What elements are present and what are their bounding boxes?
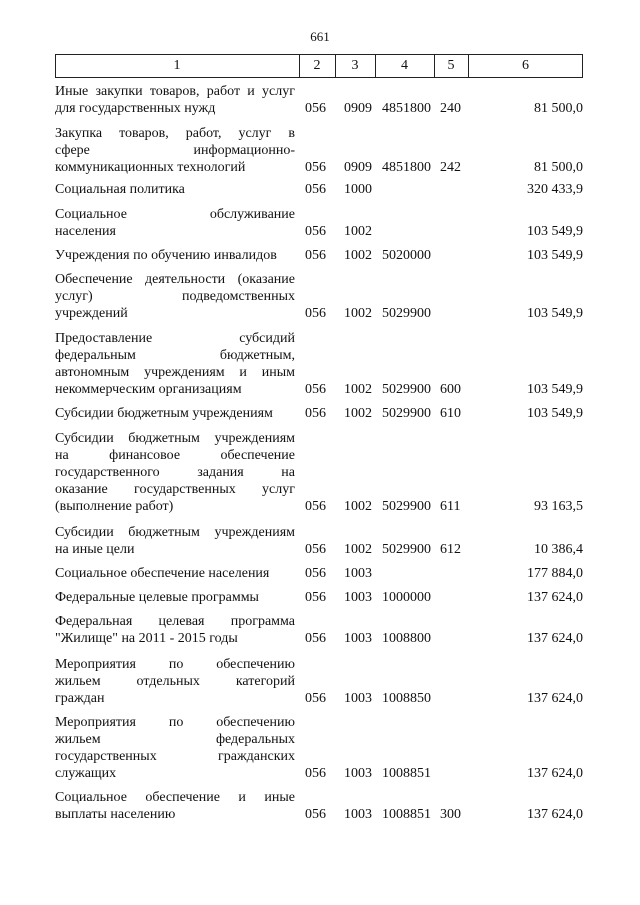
header-col-6: 6 [522, 58, 529, 73]
target-article: 1008851 [382, 766, 431, 781]
description-line: Обеспечение деятельности (оказание [55, 272, 295, 287]
section-code: 1002 [344, 248, 372, 263]
table-row [55, 430, 583, 515]
description-line: Социальное обеспечение и иные [55, 790, 295, 805]
section-code: 1003 [344, 691, 372, 706]
header-col-5: 5 [447, 58, 455, 73]
header-col-2: 2 [313, 58, 321, 73]
table-row [55, 565, 583, 582]
description-line: государственных гражданских [55, 749, 295, 764]
header-col-4: 4 [401, 58, 408, 73]
description-line: населения [55, 224, 116, 239]
row-description [55, 589, 295, 606]
amount: 93 163,5 [534, 499, 583, 514]
section-code: 1003 [344, 631, 372, 646]
description-line: "Жилище" на 2011 - 2015 годы [55, 631, 238, 646]
table-row [55, 789, 583, 823]
table-row [55, 271, 583, 322]
description-line: выплаты населению [55, 807, 176, 822]
target-article: 5029900 [382, 542, 431, 557]
row-description [55, 613, 295, 647]
ministry-code: 056 [305, 224, 326, 239]
ministry-code: 056 [305, 382, 326, 397]
target-article: 5029900 [382, 306, 431, 321]
target-article: 4851800 [382, 101, 431, 116]
row-description [55, 330, 295, 398]
description-line: Субсидии бюджетным учреждениям [55, 406, 273, 421]
page-number: 661 [310, 29, 330, 44]
row-description [55, 83, 295, 117]
target-article: 1008800 [382, 631, 431, 646]
table-row [55, 181, 583, 198]
section-code: 1003 [344, 590, 372, 605]
target-article: 1008850 [382, 691, 431, 706]
amount: 10 386,4 [534, 542, 583, 557]
description-line: Федеральная целевая программа [55, 614, 295, 629]
section-code: 1002 [344, 542, 372, 557]
description-line: учреждений [55, 306, 128, 321]
amount: 81 500,0 [534, 101, 583, 116]
amount: 103 549,9 [527, 382, 583, 397]
ministry-code: 056 [305, 248, 326, 263]
section-code: 0909 [344, 101, 372, 116]
table-row [55, 405, 583, 422]
expense-type: 600 [440, 382, 461, 397]
section-code: 1000 [344, 182, 372, 197]
header-col-3: 3 [351, 58, 359, 73]
expense-type: 242 [440, 160, 461, 175]
expense-type: 240 [440, 101, 461, 116]
table-row [55, 330, 583, 398]
table-row [55, 589, 583, 606]
amount: 103 549,9 [527, 306, 583, 321]
description-line: Мероприятия по обеспечению [55, 657, 295, 672]
ministry-code: 056 [305, 766, 326, 781]
table-row [55, 613, 583, 647]
section-code: 1002 [344, 382, 372, 397]
description-line: Иные закупки товаров, работ и услуг [55, 84, 295, 99]
table-row [55, 656, 583, 707]
section-code: 0909 [344, 160, 372, 175]
description-line: (выполнение работ) [55, 499, 174, 514]
target-article: 4851800 [382, 160, 431, 175]
row-description [55, 714, 295, 782]
description-line: автономным учреждениям и иным [55, 365, 295, 380]
description-line: служащих [55, 766, 117, 781]
ministry-code: 056 [305, 499, 326, 514]
description-line: Социальное обслуживание [55, 207, 295, 222]
target-article: 1000000 [382, 590, 431, 605]
row-description [55, 181, 295, 198]
ministry-code: 056 [305, 542, 326, 557]
row-description [55, 206, 295, 240]
row-description [55, 125, 295, 176]
ministry-code: 056 [305, 160, 326, 175]
row-description [55, 271, 295, 322]
ministry-code: 056 [305, 101, 326, 116]
description-line: услуг) подведомственных [55, 289, 295, 304]
description-line: Мероприятия по обеспечению [55, 715, 295, 730]
description-line: Субсидии бюджетным учреждениям [55, 525, 295, 540]
row-description [55, 430, 295, 515]
row-description [55, 405, 295, 422]
amount: 81 500,0 [534, 160, 583, 175]
table-row [55, 524, 583, 558]
description-line: на финансовое обеспечение [55, 448, 295, 463]
description-line: жильем отдельных категорий [55, 674, 295, 689]
ministry-code: 056 [305, 406, 326, 421]
target-article: 5029900 [382, 382, 431, 397]
amount: 137 624,0 [527, 631, 583, 646]
ministry-code: 056 [305, 807, 326, 822]
target-article: 5020000 [382, 248, 431, 263]
ministry-code: 056 [305, 566, 326, 581]
section-code: 1002 [344, 499, 372, 514]
amount: 137 624,0 [527, 590, 583, 605]
row-description [55, 789, 295, 823]
amount: 103 549,9 [527, 406, 583, 421]
target-article: 1008851 [382, 807, 431, 822]
description-line: жильем федеральных [55, 732, 295, 747]
description-line: граждан [55, 691, 105, 706]
amount: 103 549,9 [527, 224, 583, 239]
table-header [55, 54, 583, 78]
amount: 103 549,9 [527, 248, 583, 263]
expense-type: 611 [440, 499, 461, 514]
amount: 320 433,9 [527, 182, 583, 197]
description-line: сфере информационно- [55, 143, 295, 158]
description-line: коммуникационных технологий [55, 160, 246, 175]
table-row [55, 206, 583, 240]
description-line: Федеральные целевые программы [55, 590, 259, 605]
description-line: федеральным бюджетным, [55, 348, 295, 363]
expense-type: 610 [440, 406, 461, 421]
description-line: Социальное обеспечение населения [55, 566, 270, 581]
ministry-code: 056 [305, 590, 326, 605]
header-col-1: 1 [173, 58, 181, 73]
target-article: 5029900 [382, 499, 431, 514]
amount: 177 884,0 [527, 566, 583, 581]
table-row [55, 83, 583, 117]
description-line: Закупка товаров, работ, услуг в [55, 126, 295, 141]
section-code: 1003 [344, 766, 372, 781]
table-row [55, 247, 583, 264]
description-line: Социальная политика [55, 182, 185, 197]
amount: 137 624,0 [527, 807, 583, 822]
section-code: 1003 [344, 807, 372, 822]
ministry-code: 056 [305, 631, 326, 646]
row-description [55, 247, 295, 264]
description-line: Учреждения по обучению инвалидов [55, 248, 277, 263]
description-line: на иные цели [55, 542, 135, 557]
ministry-code: 056 [305, 691, 326, 706]
ministry-code: 056 [305, 182, 326, 197]
section-code: 1002 [344, 224, 372, 239]
expense-type: 612 [440, 542, 461, 557]
section-code: 1002 [344, 406, 372, 421]
description-line: государственного задания на [55, 465, 295, 480]
section-code: 1003 [344, 566, 372, 581]
target-article: 5029900 [382, 406, 431, 421]
section-code: 1002 [344, 306, 372, 321]
description-line: Субсидии бюджетным учреждениям [55, 431, 295, 446]
row-description [55, 524, 295, 558]
table-row [55, 125, 583, 176]
description-line: оказание государственных услуг [55, 482, 295, 497]
expense-type: 300 [440, 807, 461, 822]
description-line: для государственных нужд [55, 101, 216, 116]
ministry-code: 056 [305, 306, 326, 321]
amount: 137 624,0 [527, 766, 583, 781]
row-description [55, 656, 295, 707]
description-line: некоммерческим организациям [55, 382, 242, 397]
amount: 137 624,0 [527, 691, 583, 706]
row-description [55, 565, 295, 582]
description-line: Предоставление субсидий [55, 331, 295, 346]
table-row [55, 714, 583, 782]
